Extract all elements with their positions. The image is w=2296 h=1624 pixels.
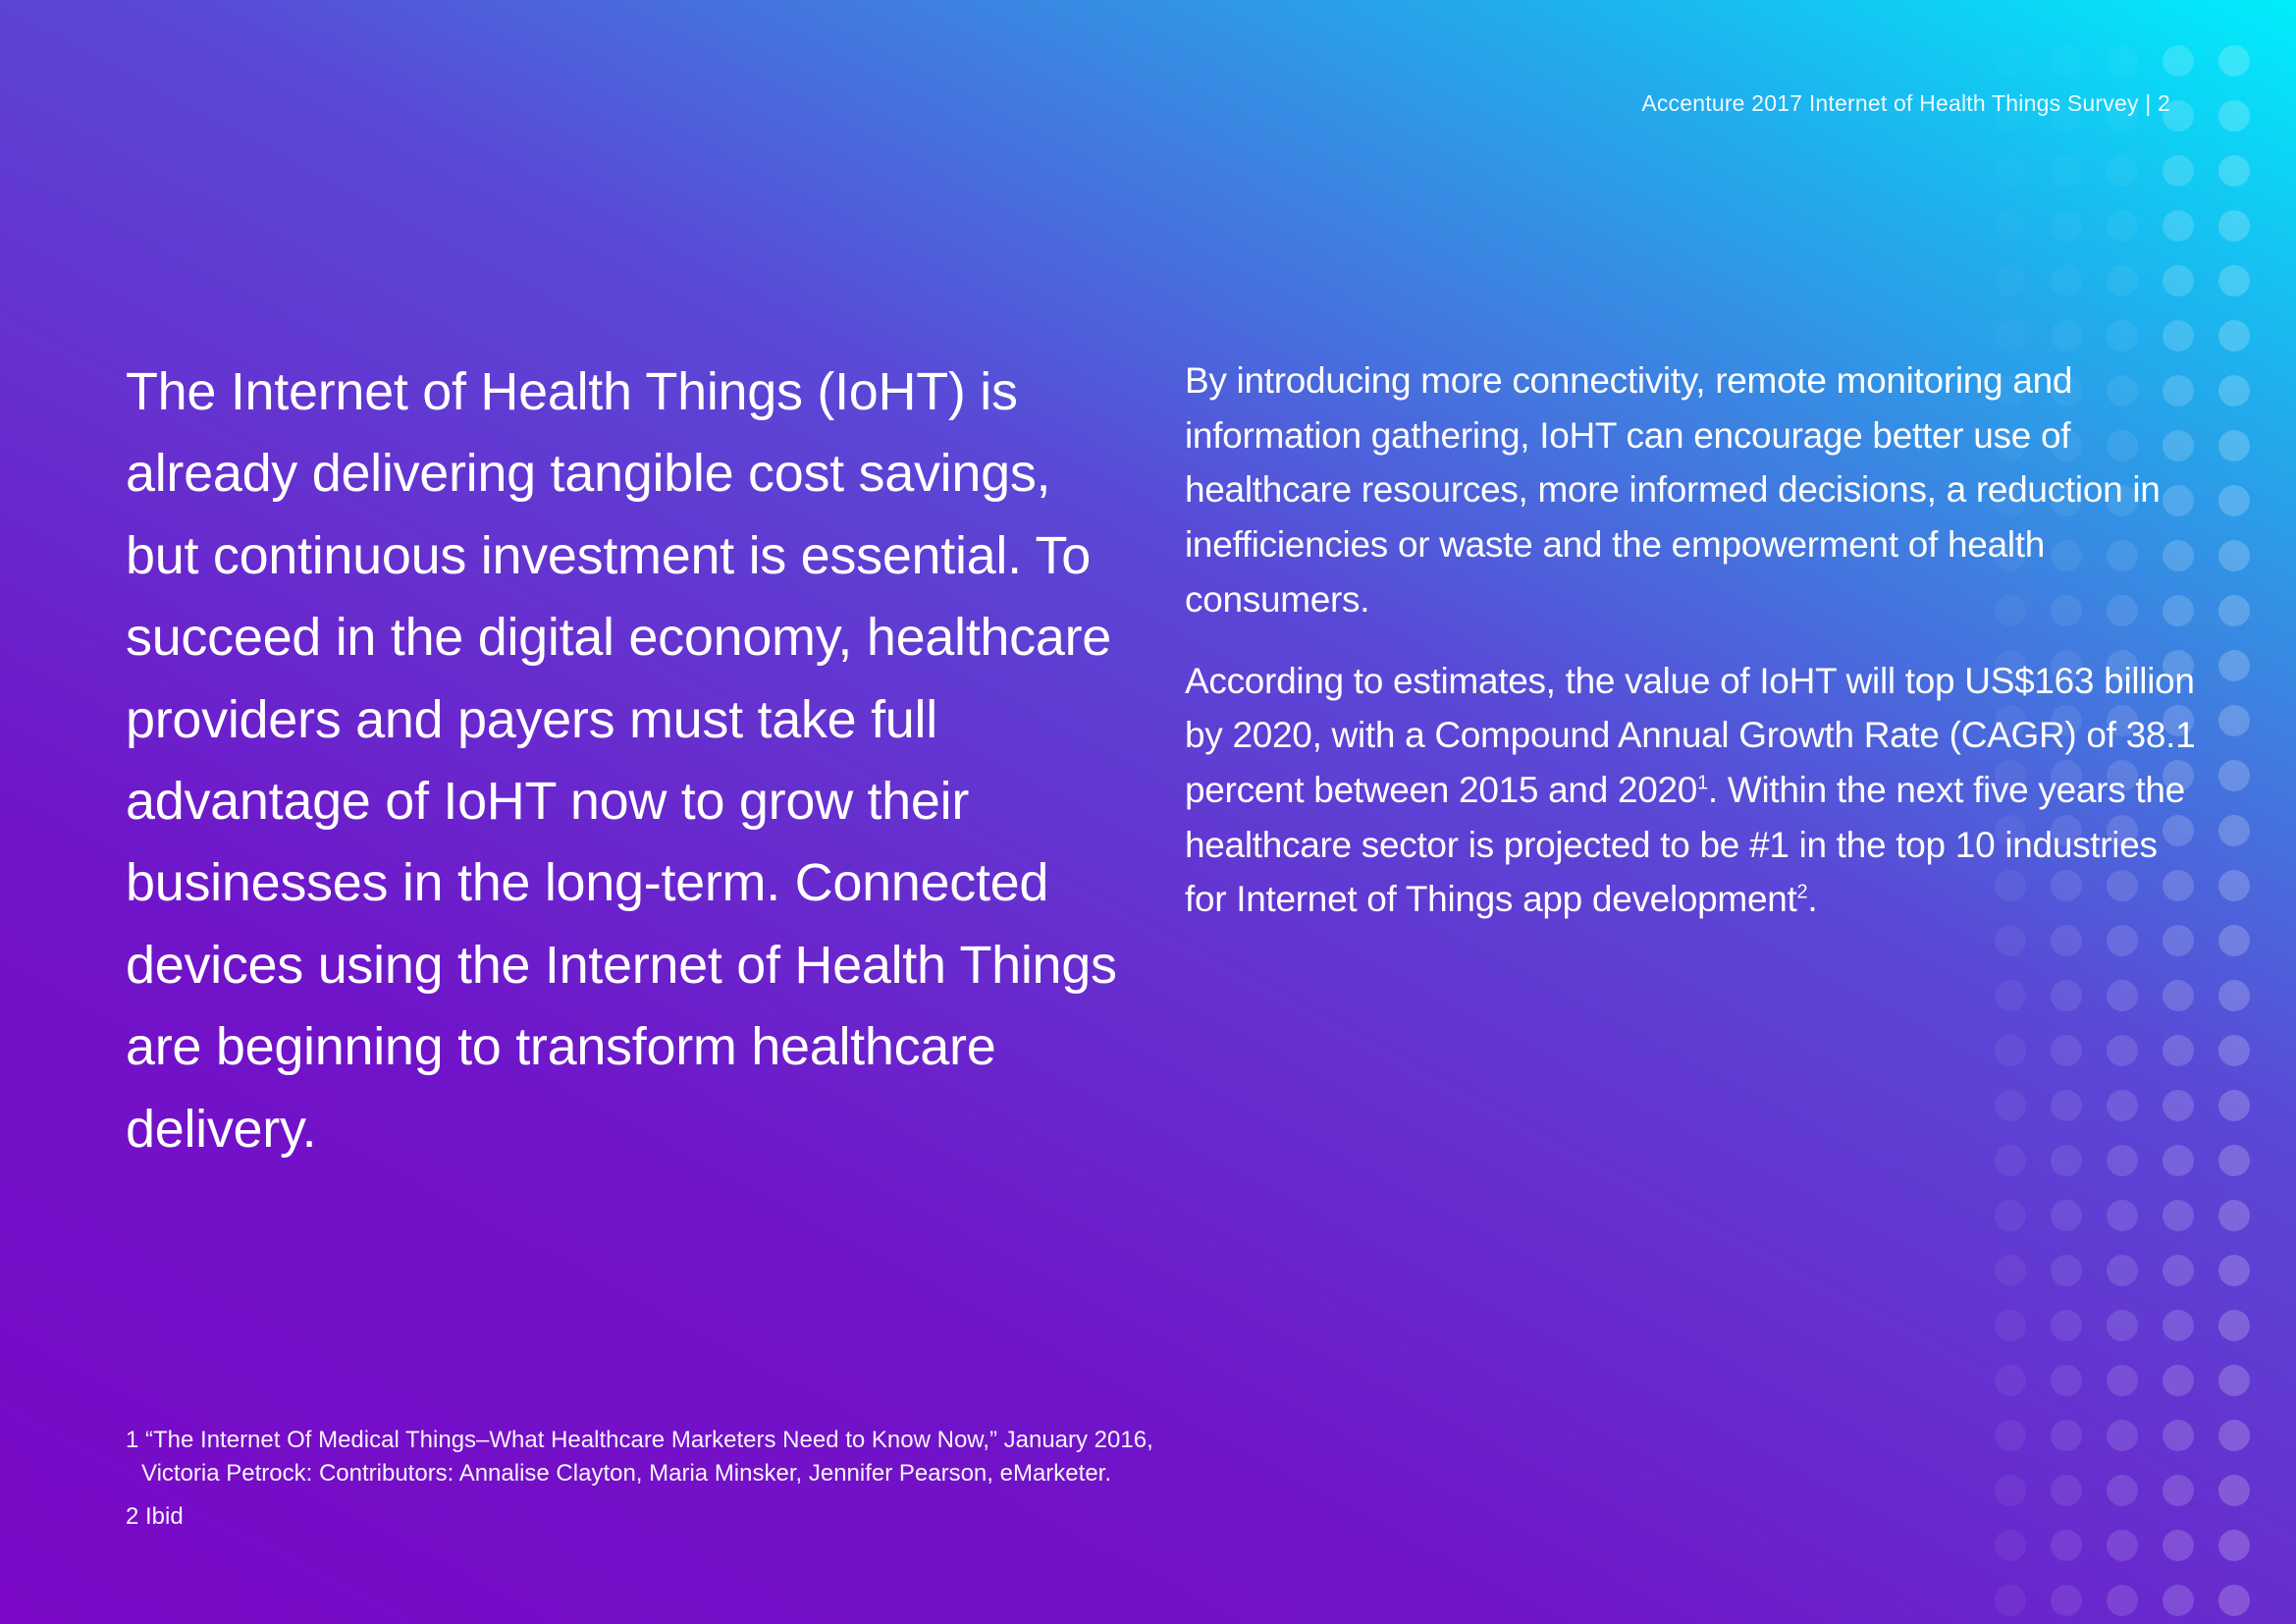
footnote-ref-2: 2 [1796, 882, 1808, 903]
body-column [1185, 353, 2206, 953]
footnote-1-line-1: 1 “The Internet Of Medical Things–What Healthcare Marketers Need to Know Now,” January 2016, [126, 1427, 1153, 1453]
lead-statement: The Internet of Health Things (IoHT) is already delivering tangible cost savings, but continuous investment is essential. To succeed in the digital economy, healthcare providers and payers must take full advantage of IoHT now to grow their businesses in the long-term. Connected devices using the Internet of Health Things are beginning to transform healthcare delivery. [126, 362, 1117, 1159]
body-paragraph-2-text-end: . [1807, 879, 1818, 920]
footnote-2: 2 Ibid [126, 1503, 184, 1530]
body-paragraph-2 [1185, 654, 2206, 928]
body-paragraph-1: By introducing more connectivity, remote monitoring and information gathering, IoHT can encourage better use of healthcare resources, more informed decisions, a reduction in inefficiencies or waste and the empowerment of health consumers. [1185, 360, 2161, 620]
footnotes [126, 1424, 1353, 1543]
footnote-1-line-2: Victoria Petrock: Contributors: Annalise Clayton, Maria Minsker, Jennifer Pearson, eMarketer. [141, 1460, 1111, 1487]
body-paragraph-2-text-a: According to estimates, the value of IoHT will top US$163 billion by 2020, with a Compound Annual Growth Rate (CAGR) of 38.1 percent between 2015 and 2020 [1185, 660, 2196, 810]
footnote-ref-1: 1 [1697, 772, 1708, 794]
running-title: Accenture 2017 Internet of Health Things Survey | 2 [1641, 90, 2170, 116]
body-paragraph-2-text-b: . Within the next five years the healthcare sector is projected to be #1 in the top 10 industries for Internet of Things app development [1185, 769, 2185, 920]
footnote-1 [126, 1424, 1353, 1490]
